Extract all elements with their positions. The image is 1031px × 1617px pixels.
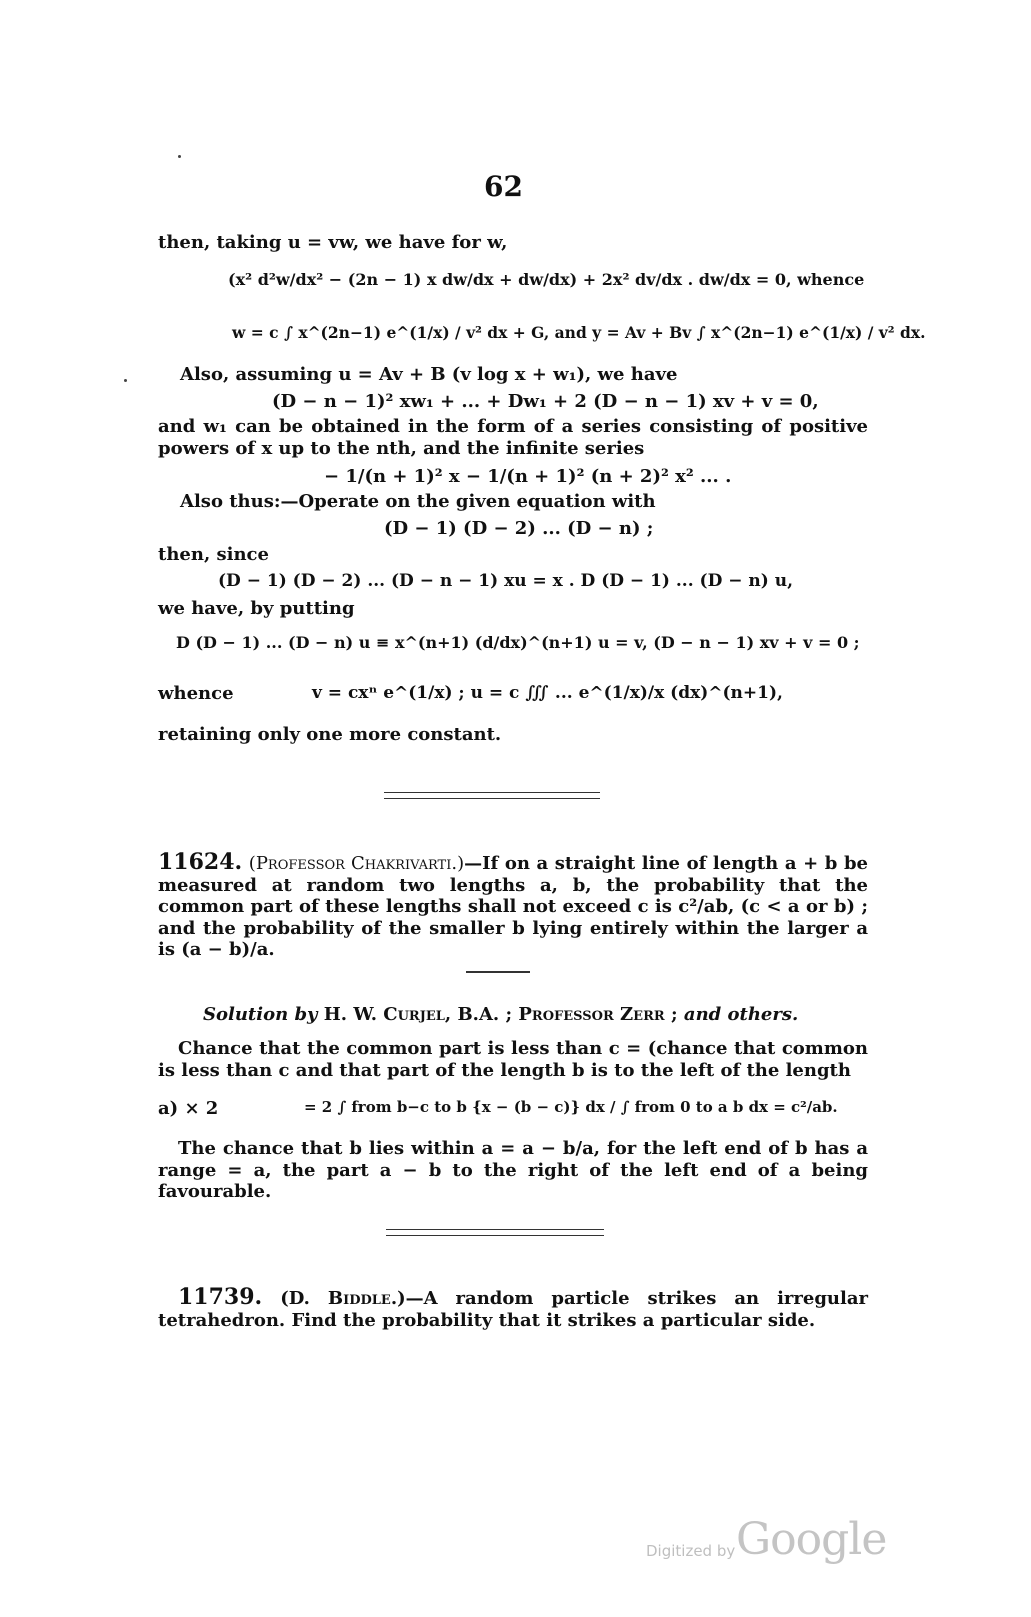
equation-5: (D − 1) (D − 2) ... (D − n) ; — [384, 518, 654, 539]
prev-line-we-have: we have, by putting — [158, 598, 355, 619]
section-separator — [386, 1235, 604, 1236]
prev-line-also-thus: Also thus:—Operate on the given equation with — [180, 491, 656, 512]
prev-paragraph-series: and w₁ can be obtained in the form of a series consisting of positive powers of x up to the nth, and the infinite series — [158, 416, 868, 459]
section-separator — [384, 798, 600, 799]
question-11624 — [158, 849, 868, 961]
page-speck — [178, 155, 181, 158]
question-11739 — [158, 1284, 868, 1331]
google-logo: Google — [736, 1514, 887, 1565]
equation-8: v = cxⁿ e^(1/x) ; u = c ∭ ... e^(1/x)/x (dx)^(n+1), — [312, 683, 783, 703]
solution-by-label: Solution by — [203, 1004, 318, 1025]
solution-solvers: H. W. Curjel, B.A. ; Professor Zerr ; — [323, 1004, 678, 1025]
page-speck — [124, 379, 127, 382]
prev-line-retaining: retaining only one more constant. — [158, 724, 502, 745]
equation-3: (D − n − 1)² xw₁ + ... + Dw₁ + 2 (D − n − 1) xv + v = 0, — [272, 391, 819, 412]
solution-others: and others. — [683, 1004, 799, 1025]
question-proposer: (Professor Chakrivarti.) — [248, 853, 465, 874]
question-text: —A random particle strikes an irregular tetrahedron. Find the probability that it strikes a particular side. — [158, 1288, 868, 1331]
short-divider — [466, 971, 530, 973]
section-separator — [386, 1229, 604, 1230]
equation-7: D (D − 1) ... (D − n) u ≡ x^(n+1) (d/dx)^(n+1) u = v, (D − n − 1) xv + v = 0 ; — [176, 633, 860, 652]
solution-paragraph-2: The chance that b lies within a = a − b/a, for the left end of b has a range = a, the part a − b to the right of the left end of a being favourable. — [158, 1138, 868, 1202]
prev-line-also-assuming: Also, assuming u = Av + B (v log x + w₁), we have — [180, 364, 678, 385]
solution-equation-label: a) × 2 — [158, 1098, 219, 1119]
question-number: 11624. — [158, 849, 243, 875]
equation-4: − 1/(n + 1)² x − 1/(n + 1)² (n + 2)² x² ... . — [324, 466, 732, 487]
whence-label: whence — [158, 683, 234, 704]
equation-6: (D − 1) (D − 2) ... (D − n − 1) xu = x . D (D − 1) ... (D − n) u, — [218, 571, 794, 591]
solution-heading — [203, 1004, 798, 1025]
page-number: 62 — [484, 170, 523, 203]
section-separator — [384, 792, 600, 793]
prev-line-then-since: then, since — [158, 544, 269, 565]
digitized-by-label: Digitized by — [646, 1542, 736, 1560]
question-number: 11739. — [178, 1284, 263, 1310]
solution-equation: = 2 ∫ from b−c to b {x − (b − c)} dx / ∫ from 0 to a b dx = c²/ab. — [304, 1098, 838, 1116]
equation-2: w = c ∫ x^(2n−1) e^(1/x) / v² dx + G, and y = Av + Bv ∫ x^(2n−1) e^(1/x) / v² dx. — [232, 323, 926, 342]
solution-paragraph-1: Chance that the common part is less than c = (chance that common is less than c and that part of the length b is to the left of the length — [158, 1038, 868, 1081]
question-text: —If on a straight line of length a + b be measured at random two lengths a, b, the probability that the common part of these lengths shall not exceed c is c²/ab, (c < a or b) ; and the probability of the smaller b lying entirely within the larger a is (a − b)/a. — [158, 853, 868, 960]
prev-line-taking: then, taking u = vw, we have for w, — [158, 232, 508, 253]
question-proposer: (D. Biddle.) — [280, 1288, 406, 1309]
equation-1: (x² d²w/dx² − (2n − 1) x dw/dx + dw/dx) + 2x² dv/dx . dw/dx = 0, whence — [228, 270, 865, 289]
